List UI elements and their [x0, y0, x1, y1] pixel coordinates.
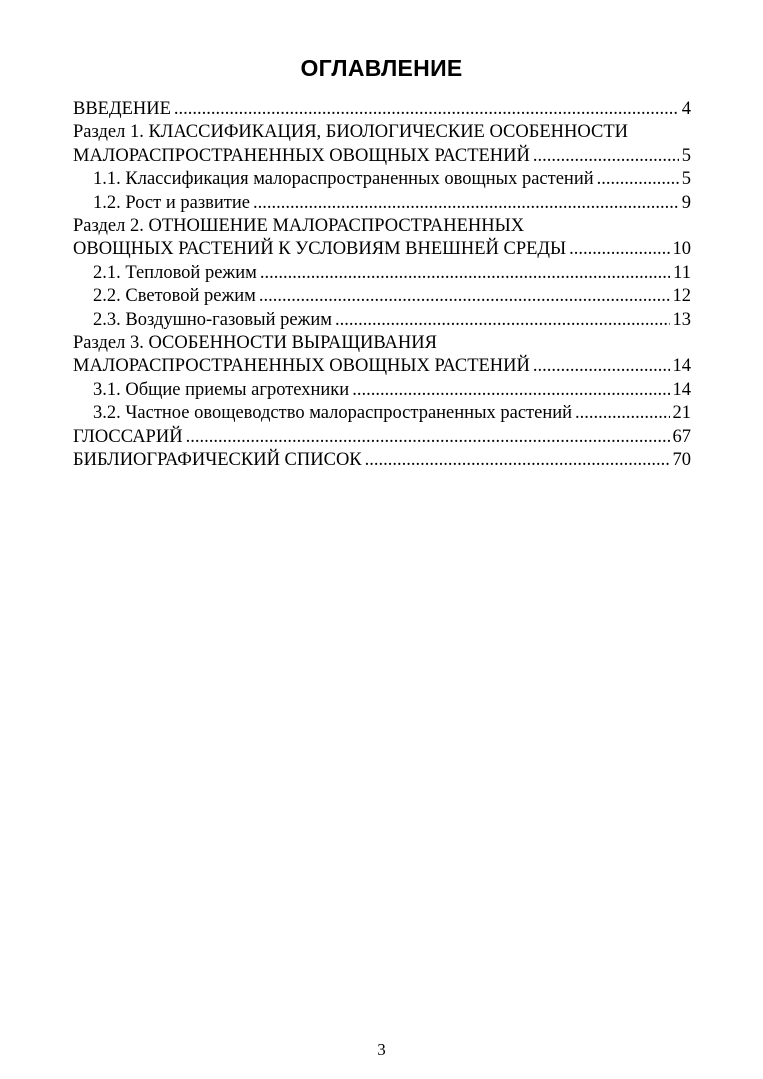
toc-entry-title-line: Раздел 2. ОТНОШЕНИЕ МАЛОРАСПРОСТРАНЕННЫХ: [73, 216, 525, 237]
dot-leader: [533, 355, 670, 378]
toc-entry[interactable]: [73, 402, 691, 425]
toc-entry-page-number: 11: [673, 262, 691, 283]
toc-entry[interactable]: [73, 449, 691, 472]
toc-entry[interactable]: [73, 98, 691, 121]
toc-entry[interactable]: [73, 332, 691, 379]
toc-entry-line: [93, 285, 691, 308]
page-title: ОГЛАВЛЕНИЕ: [300, 55, 463, 81]
dot-leader: [569, 238, 669, 261]
dot-leader: [533, 145, 679, 168]
dot-leader: [352, 379, 669, 402]
toc-entry-page-number: 67: [672, 426, 691, 447]
toc-entry[interactable]: [73, 192, 691, 215]
toc-entry[interactable]: [73, 309, 691, 332]
toc-entry[interactable]: [73, 285, 691, 308]
dot-leader: [174, 98, 679, 121]
page-number: 3: [377, 1040, 386, 1059]
toc-entry-page-number: 21: [672, 403, 691, 424]
toc-entry-line: [73, 449, 691, 472]
toc-entry-title: ОВОЩНЫХ РАСТЕНИЙ К УСЛОВИЯМ ВНЕШНЕЙ СРЕДЫ: [73, 239, 567, 260]
dot-leader: [253, 192, 679, 215]
dot-leader: [597, 168, 679, 191]
toc-entry-line: [93, 192, 691, 215]
dot-leader: [335, 309, 670, 332]
toc-entry-title-line: Раздел 3. ОСОБЕННОСТИ ВЫРАЩИВАНИЯ: [73, 333, 437, 354]
toc-entry-line: [93, 262, 691, 285]
toc-entry-title: ВВЕДЕНИЕ: [73, 99, 171, 119]
dot-leader: [575, 402, 669, 425]
toc-entry-title: БИБЛИОГРАФИЧЕСКИЙ СПИСОК: [73, 450, 362, 471]
toc-entry-page-number: 12: [672, 286, 691, 307]
toc-entry-line: [73, 145, 691, 168]
table-of-contents: [73, 98, 691, 473]
toc-entry-page-number: 14: [672, 379, 691, 400]
toc-entry-line: [73, 98, 691, 121]
toc-entry-line: [93, 379, 691, 402]
toc-entry[interactable]: [73, 215, 691, 262]
dot-leader: [260, 262, 670, 285]
toc-entry-title: МАЛОРАСПРОСТРАНЕННЫХ ОВОЩНЫХ РАСТЕНИЙ: [73, 356, 530, 377]
toc-entry-line: [73, 426, 691, 449]
toc-entry-page-number: 70: [672, 450, 691, 471]
toc-entry-title: 2.3. Воздушно-газовый режим: [93, 309, 332, 330]
toc-entry-title: ГЛОССАРИЙ: [73, 426, 183, 447]
toc-entry-title: 2.1. Тепловой режим: [93, 262, 257, 283]
toc-entry-page-number: 5: [681, 169, 691, 190]
toc-entry-title: 3.1. Общие приемы агротехники: [93, 379, 350, 400]
toc-entry[interactable]: [73, 426, 691, 449]
toc-entry-title: 1.1. Классификация малораспространенных овощных растений: [93, 169, 594, 190]
toc-entry-page-number: 14: [672, 356, 691, 377]
toc-entry-page-number: 4: [681, 99, 691, 119]
dot-leader: [365, 449, 670, 472]
toc-entry[interactable]: [73, 262, 691, 285]
toc-entry-line: [93, 402, 691, 425]
toc-entry[interactable]: [73, 168, 691, 191]
toc-entry-line: [93, 309, 691, 332]
toc-entry[interactable]: [73, 121, 691, 168]
toc-entry-title: 1.2. Рост и развитие: [93, 192, 250, 213]
toc-entry-title: 2.2. Световой режим: [93, 286, 256, 307]
toc-entry-line: [73, 238, 691, 261]
toc-entry-title-line: Раздел 1. КЛАССИФИКАЦИЯ, БИОЛОГИЧЕСКИЕ ОСОБЕННОСТИ: [73, 122, 628, 143]
toc-entry-page-number: 5: [681, 145, 691, 166]
dot-leader: [186, 426, 670, 449]
toc-entry-title: МАЛОРАСПРОСТРАНЕННЫХ ОВОЩНЫХ РАСТЕНИЙ: [73, 145, 530, 166]
toc-entry-line: [73, 355, 691, 378]
toc-entry-page-number: 9: [681, 192, 691, 213]
toc-entry-page-number: 13: [672, 309, 691, 330]
toc-entry-page-number: 10: [672, 239, 691, 260]
dot-leader: [259, 285, 670, 308]
toc-entry-title: 3.2. Частное овощеводство малораспространенных растений: [93, 403, 573, 424]
toc-entry[interactable]: [73, 379, 691, 402]
toc-entry-line: [93, 168, 691, 191]
